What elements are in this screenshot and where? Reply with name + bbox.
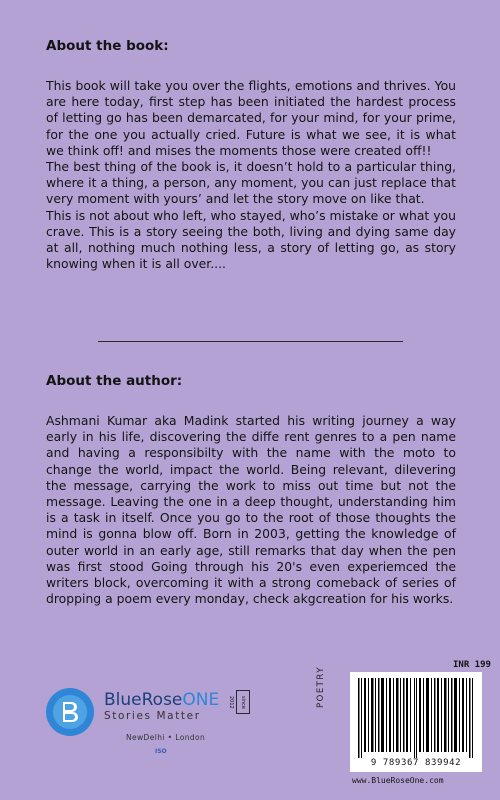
about-author-text: Ashmani Kumar aka Madink started his writing journey a way early in his life, discovering the diffe rent genres to a pen name and having a responsibilty with the name with the moto to change the world, impact the world. Being relevant, dilevering the message, carrying the work to miss out time but not the message. Leaving the one in a deep thought, understanding him is a task in itself. Once you go to the root of those thoughts the mind is gonna blow off. Born in 2003, getting the knowledge of outer world in an early age, still remarks that day when the pen was first stood Going through his 20's even experiemced the writers block, overcoming it with a strong comeback of series of dropping a poem every monday, check akgcreation for his works. bbox=[46, 413, 456, 607]
publisher-tagline: Stories Matter bbox=[104, 710, 201, 722]
about-book-paragraph: This is not about who left, who stayed, who’s mistake or what you crave. This is a story seeing the both, living and dying same day at all, nothing much nothing less, a story of letting go, as story knowing when it is all over.... bbox=[46, 207, 456, 272]
isbn-barcode bbox=[350, 672, 482, 772]
about-author-heading: About the author: bbox=[46, 373, 183, 389]
category-label: POETRY bbox=[316, 666, 326, 708]
letter-b-book-icon bbox=[46, 688, 94, 736]
about-book-section bbox=[46, 38, 456, 272]
price-label: INR 199 bbox=[453, 660, 491, 670]
iso-mark: ISO bbox=[155, 748, 167, 755]
about-book-heading: About the book: bbox=[46, 38, 169, 54]
isbn-number: 9 789367 839942 bbox=[370, 758, 462, 768]
publisher-website[interactable]: www.BlueRoseOne.com bbox=[352, 776, 444, 785]
section-divider bbox=[98, 341, 403, 342]
publisher-name: BlueRoseONE bbox=[104, 690, 220, 710]
about-author-section bbox=[46, 373, 456, 607]
about-book-paragraph: The best thing of the book is, it doesn’t hold to a particular thing, where it a thing, a person, any moment, you can just replace that very moment with yours’ and let the story move on like that. bbox=[46, 159, 456, 207]
publisher-cities: NewDelhi • London bbox=[126, 733, 206, 742]
publisher-since-badge: since 2012 bbox=[236, 690, 250, 714]
about-book-paragraph: This book will take you over the flights, emotions and thrives. You are here today, first step has been initiated the hardest process of letting go has been demarcated, for your mind, for your prime, for the one you actually cried. Future is what we see, it is what we think off! and mises the moments those were created off!! bbox=[46, 78, 456, 158]
